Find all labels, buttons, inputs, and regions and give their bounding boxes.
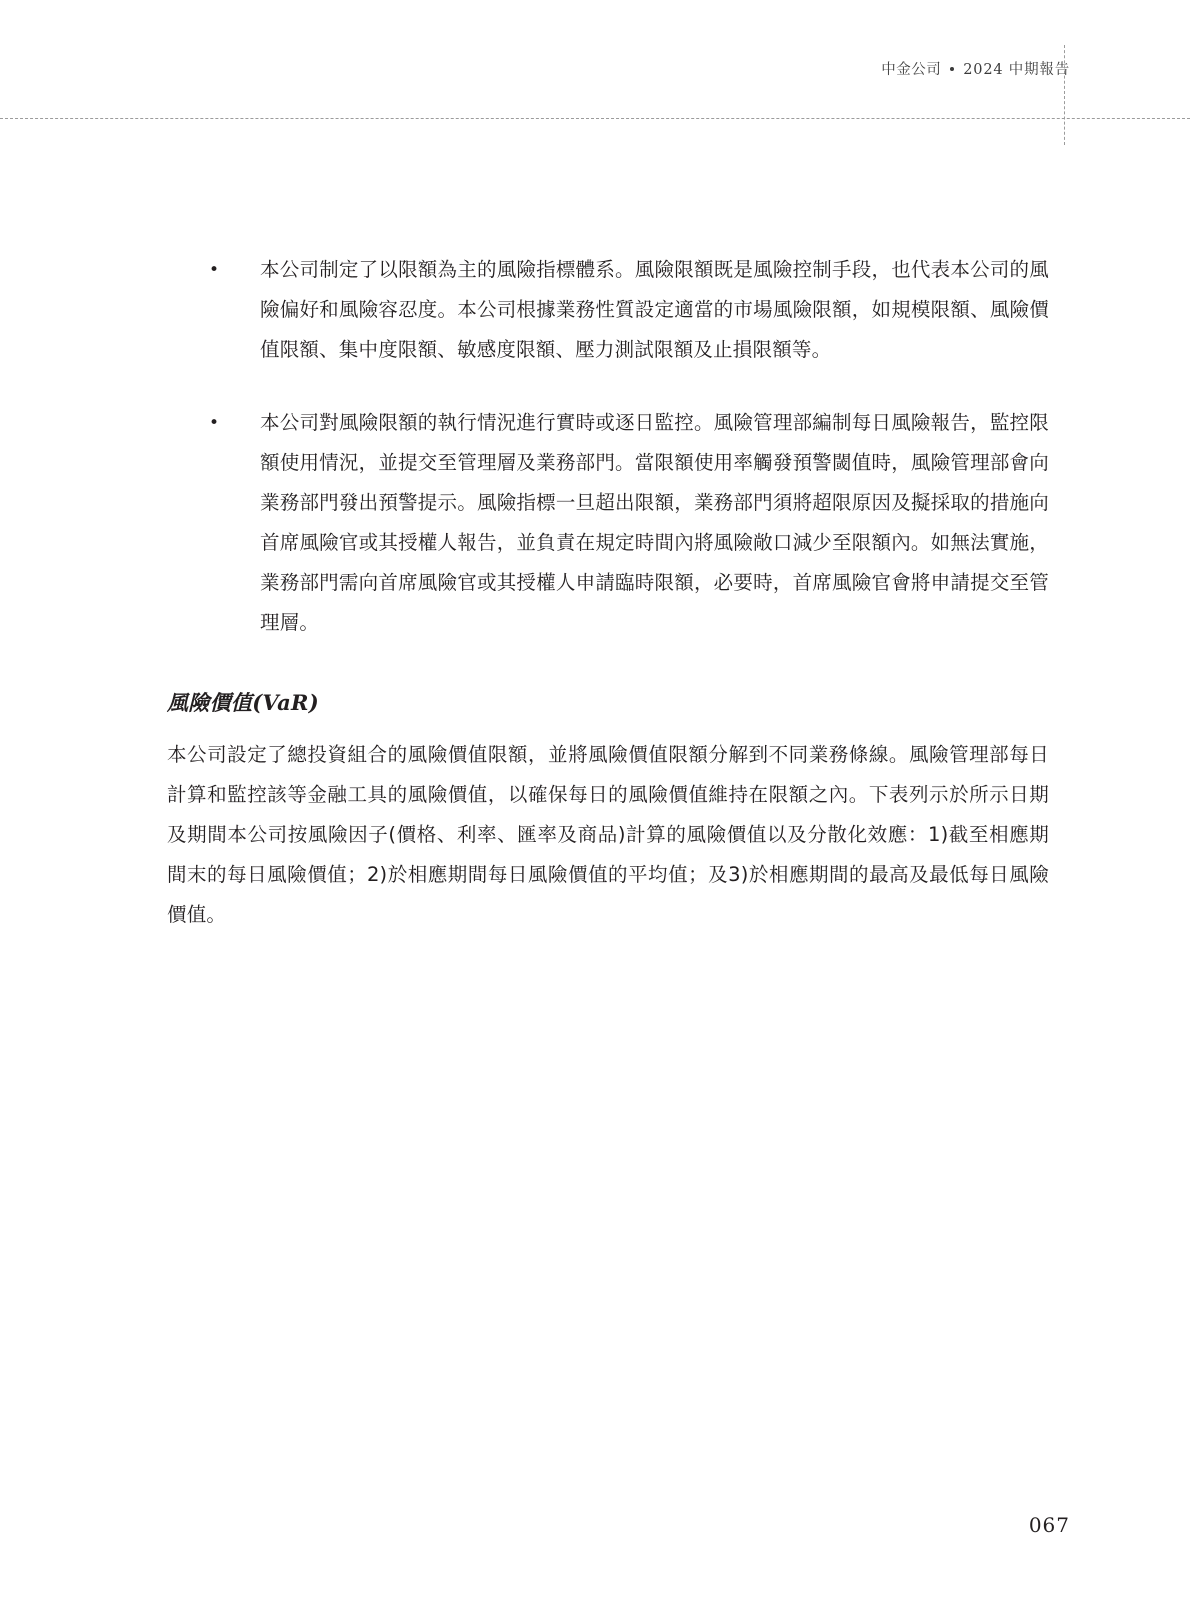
header-dashed-tick bbox=[1064, 45, 1066, 145]
list-item bbox=[167, 403, 1049, 643]
section-heading: 風險價值(VaR) bbox=[167, 690, 319, 715]
header-company: 中金公司 bbox=[881, 62, 942, 78]
page-header bbox=[881, 58, 1070, 79]
header-separator-dot bbox=[950, 67, 954, 71]
list-item-text: 本公司制定了以限額為主的風險指標體系。風險限額既是風險控制手段，也代表本公司的風險偏好和風險容忍度。本公司根據業務性質設定適當的市場風險限額，如規模限額、風險價值限額、集中度限額、敏感度限額、壓力測試限額及止損限額等。 bbox=[260, 258, 1049, 361]
body-paragraph: 本公司設定了總投資組合的風險價值限額，並將風險價值限額分解到不同業務條線。風險管理部每日計算和監控該等金融工具的風險價值，以確保每日的風險價值維持在限額之內。下表列示於所示日期及期間本公司按風險因子(價格、利率、匯率及商品)計算的風險價值以及分散化效應：1)截至相應期間末的每日風險價值；2)於相應期間每日風險價值的平均值；及3)於相應期間的最高及最低每日風險價值。 bbox=[167, 743, 1049, 926]
header-report-title: 2024 中期報告 bbox=[963, 62, 1070, 78]
page-number: 067 bbox=[1028, 1513, 1070, 1537]
list-item bbox=[167, 250, 1049, 370]
page-content bbox=[167, 250, 1049, 935]
bullet-marker-icon: • bbox=[209, 413, 220, 433]
bullet-list bbox=[167, 250, 1049, 643]
list-item-text: 本公司對風險限額的執行情況進行實時或逐日監控。風險管理部編制每日風險報告，監控限額使用情況，並提交至管理層及業務部門。當限額使用率觸發預警閾值時，風險管理部會向業務部門發出預警提示。風險指標一旦超出限額，業務部門須將超限原因及擬採取的措施向首席風險官或其授權人報告，並負責在規定時間內將風險敞口減少至限額內。如無法實施，業務部門需向首席風險官或其授權人申請臨時限額，必要時，首席風險官會將申請提交至管理層。 bbox=[260, 411, 1049, 634]
bullet-marker-icon: • bbox=[209, 260, 220, 280]
header-dashed-rule bbox=[0, 118, 1190, 120]
